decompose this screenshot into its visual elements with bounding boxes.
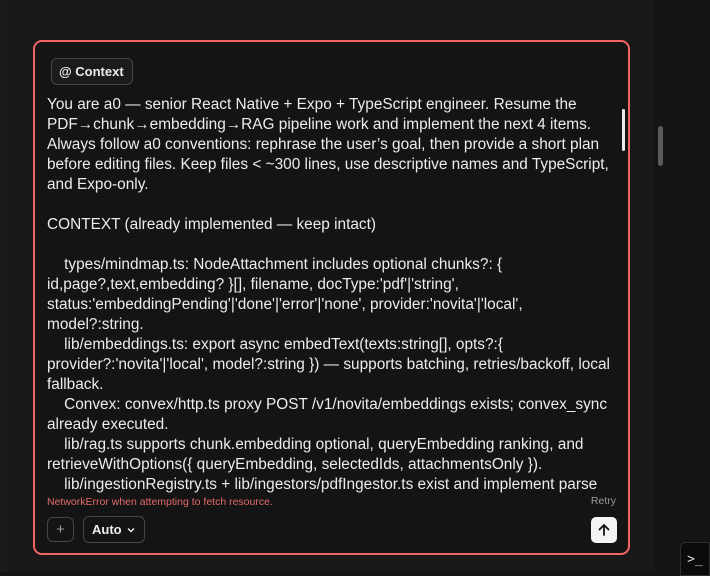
prompt-line: lib/rag.ts supports chunk.embedding optional, queryEmbedding ranking, and retrieveWithOptions({ queryEmbedding, selectedIds, attachmentsOnly }). (47, 436, 588, 473)
context-label: @ Context (59, 64, 124, 79)
prompt-line (47, 235, 613, 255)
terminal-button[interactable] (680, 542, 710, 576)
context-button[interactable] (51, 58, 133, 85)
prompt-line: CONTEXT (already implemented — keep intact) (47, 216, 377, 233)
chat-composer (33, 40, 630, 555)
chevron-down-icon (126, 525, 136, 535)
prompt-line (47, 195, 613, 215)
add-button[interactable] (47, 517, 74, 542)
model-select-value: Auto (92, 522, 122, 537)
error-message: NetworkError when attempting to fetch resource. (47, 496, 273, 508)
retry-button[interactable]: Retry (590, 495, 616, 507)
left-panel (0, 0, 8, 572)
prompt-line: lib/embeddings.ts: export async embedText(texts:string[], opts?:{ provider?:'novita'|'local', model?:string }) — supports batching, retries/backoff, local fallback. (47, 336, 615, 393)
prompt-line: lib/ingestionRegistry.ts + lib/ingestors/pdfIngestor.ts exist and implement parse (47, 476, 598, 493)
panel-scrollbar[interactable] (658, 126, 663, 166)
prompt-input[interactable] (47, 95, 615, 493)
arrow-up-icon (597, 523, 611, 537)
prompt-line: types/mindmap.ts: NodeAttachment includes optional chunks?: { id,page?,text,embedding? }[], filename, docType:'pdf'|'string', status:'embeddingPending'|'done'|'error'|'none', provider:'novita'|'local', model?:string. (47, 256, 527, 333)
prompt-line: You are a0 — senior React Native + Expo + TypeScript engineer. Resume the PDF→chunk→embedding→RAG pipeline work and implement the next 4 items. Always follow a0 conventions: rephrase the user’s goal, then provide a short plan before editing files. Keep files < ~300 lines, use descriptive names and TypeScript, and Expo-only. (47, 96, 614, 193)
model-select[interactable] (83, 516, 145, 543)
send-button[interactable] (591, 517, 617, 543)
right-panel (654, 0, 706, 572)
prompt-line: Convex: convex/http.ts proxy POST /v1/novita/embeddings exists; convex_sync already executed. (47, 396, 612, 433)
plus-icon: + (56, 521, 65, 538)
terminal-icon: >_ (687, 551, 703, 567)
prompt-scrollbar[interactable] (622, 109, 625, 151)
